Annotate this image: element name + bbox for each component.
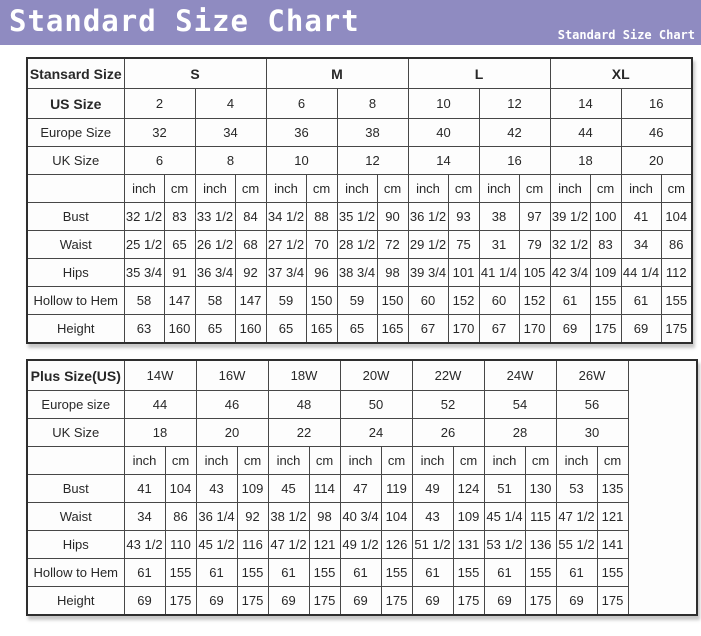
size-value: 48: [268, 391, 340, 419]
measurement-value-inch: 61: [196, 559, 237, 587]
measurement-value-cm: 104: [381, 503, 412, 531]
size-value: 12: [479, 89, 550, 119]
measurement-value-inch: 69: [196, 587, 237, 616]
unit-label-cm: cm: [309, 447, 340, 475]
measurement-value-inch: 65: [195, 315, 235, 344]
measurement-value-inch: 38 3/4: [337, 259, 377, 287]
unit-label-cm: cm: [448, 175, 479, 203]
measurement-value-cm: 175: [237, 587, 268, 616]
measurement-value-inch: 27 1/2: [266, 231, 306, 259]
measurement-value-inch: 61: [412, 559, 453, 587]
spacer-cell: [27, 447, 124, 475]
corner-label: Stansard Size: [27, 58, 124, 89]
measurement-value-cm: 126: [381, 531, 412, 559]
measurement-value-cm: 88: [306, 203, 337, 231]
size-value: 28: [484, 419, 556, 447]
measurement-value-inch: 61: [484, 559, 525, 587]
unit-label-cm: cm: [661, 175, 692, 203]
size-value: 2: [124, 89, 195, 119]
measurement-value-cm: 83: [164, 203, 195, 231]
measurement-value-cm: 155: [525, 559, 556, 587]
measurement-value-inch: 42 3/4: [550, 259, 590, 287]
measurement-value-inch: 35 3/4: [124, 259, 164, 287]
row-label: Europe Size: [27, 119, 124, 147]
measurement-value-cm: 121: [309, 531, 340, 559]
unit-label-inch: inch: [412, 447, 453, 475]
measurement-value-inch: 36 1/2: [408, 203, 448, 231]
measurement-value-cm: 155: [237, 559, 268, 587]
measurement-value-inch: 69: [340, 587, 381, 616]
unit-label-inch: inch: [195, 175, 235, 203]
measurement-value-cm: 160: [164, 315, 195, 344]
unit-label-inch: inch: [196, 447, 237, 475]
measurement-label: Height: [27, 315, 124, 344]
measurement-value-inch: 69: [484, 587, 525, 616]
measurement-value-cm: 86: [661, 231, 692, 259]
size-value: 54: [484, 391, 556, 419]
measurement-value-inch: 34: [124, 503, 165, 531]
measurement-value-inch: 61: [340, 559, 381, 587]
empty-cell: [628, 360, 697, 615]
measurement-value-cm: 155: [590, 287, 621, 315]
measurement-value-inch: 43 1/2: [124, 531, 165, 559]
size-value: 32: [124, 119, 195, 147]
measurement-value-inch: 39 3/4: [408, 259, 448, 287]
size-value: 20: [196, 419, 268, 447]
measurement-label: Height: [27, 587, 124, 616]
size-group-label: XL: [550, 58, 692, 89]
size-row-label: US Size: [27, 89, 124, 119]
unit-label-inch: inch: [621, 175, 661, 203]
measurement-value-inch: 38: [479, 203, 519, 231]
measurement-value-inch: 47 1/2: [268, 531, 309, 559]
measurement-value-cm: 150: [306, 287, 337, 315]
measurement-value-inch: 35 1/2: [337, 203, 377, 231]
measurement-value-inch: 45 1/2: [196, 531, 237, 559]
unit-label-cm: cm: [235, 175, 266, 203]
unit-label-cm: cm: [381, 447, 412, 475]
size-value: 22W: [412, 360, 484, 391]
unit-label-inch: inch: [124, 447, 165, 475]
measurement-value-cm: 83: [590, 231, 621, 259]
measurement-value-cm: 119: [381, 475, 412, 503]
page-subtitle: Standard Size Chart: [557, 28, 695, 42]
measurement-value-cm: 100: [590, 203, 621, 231]
corner-label: Plus Size(US): [27, 360, 124, 391]
measurement-value-cm: 92: [235, 259, 266, 287]
measurement-value-cm: 155: [309, 559, 340, 587]
measurement-value-inch: 69: [412, 587, 453, 616]
measurement-value-cm: 97: [519, 203, 550, 231]
measurement-value-cm: 79: [519, 231, 550, 259]
measurement-value-cm: 131: [453, 531, 484, 559]
measurement-value-cm: 109: [453, 503, 484, 531]
size-value: 10: [266, 147, 337, 175]
measurement-value-cm: 115: [525, 503, 556, 531]
measurement-value-cm: 104: [165, 475, 196, 503]
measurement-value-cm: 165: [377, 315, 408, 344]
measurement-value-cm: 75: [448, 231, 479, 259]
measurement-value-cm: 175: [381, 587, 412, 616]
size-group-label: S: [124, 58, 266, 89]
measurement-value-inch: 58: [195, 287, 235, 315]
measurement-value-cm: 150: [377, 287, 408, 315]
measurement-value-inch: 31: [479, 231, 519, 259]
size-value: 14: [550, 89, 621, 119]
standard-size-table: [26, 57, 693, 344]
size-value: 26W: [556, 360, 628, 391]
size-value: 52: [412, 391, 484, 419]
unit-label-inch: inch: [484, 447, 525, 475]
measurement-value-cm: 155: [381, 559, 412, 587]
size-value: 20: [621, 147, 692, 175]
measurement-value-cm: 175: [597, 587, 628, 616]
size-value: 30: [556, 419, 628, 447]
size-value: 16: [479, 147, 550, 175]
size-value: 22: [268, 419, 340, 447]
measurement-value-cm: 147: [235, 287, 266, 315]
size-value: 56: [556, 391, 628, 419]
size-value: 18: [124, 419, 196, 447]
measurement-value-cm: 105: [519, 259, 550, 287]
measurement-value-inch: 39 1/2: [550, 203, 590, 231]
measurement-value-cm: 155: [453, 559, 484, 587]
measurement-label: Hips: [27, 531, 124, 559]
size-group-label: M: [266, 58, 408, 89]
size-group-label: L: [408, 58, 550, 89]
unit-label-cm: cm: [597, 447, 628, 475]
measurement-value-cm: 170: [448, 315, 479, 344]
size-value: 20W: [340, 360, 412, 391]
measurement-value-cm: 155: [165, 559, 196, 587]
measurement-value-cm: 104: [661, 203, 692, 231]
unit-label-inch: inch: [268, 447, 309, 475]
measurement-value-cm: 121: [597, 503, 628, 531]
measurement-value-inch: 29 1/2: [408, 231, 448, 259]
unit-label-inch: inch: [556, 447, 597, 475]
unit-label-cm: cm: [306, 175, 337, 203]
measurement-value-inch: 65: [337, 315, 377, 344]
measurement-value-cm: 91: [164, 259, 195, 287]
measurement-value-inch: 59: [266, 287, 306, 315]
measurement-value-cm: 72: [377, 231, 408, 259]
measurement-value-cm: 92: [237, 503, 268, 531]
measurement-value-cm: 175: [309, 587, 340, 616]
measurement-value-inch: 25 1/2: [124, 231, 164, 259]
size-value: 16: [621, 89, 692, 119]
measurement-value-inch: 58: [124, 287, 164, 315]
size-value: 16W: [196, 360, 268, 391]
unit-label-cm: cm: [164, 175, 195, 203]
measurement-value-inch: 69: [556, 587, 597, 616]
size-value: 46: [621, 119, 692, 147]
measurement-value-cm: 109: [237, 475, 268, 503]
measurement-value-cm: 135: [597, 475, 628, 503]
measurement-value-inch: 69: [268, 587, 309, 616]
measurement-label: Waist: [27, 231, 124, 259]
measurement-value-inch: 53 1/2: [484, 531, 525, 559]
row-label: Europe size: [27, 391, 124, 419]
measurement-value-inch: 49: [412, 475, 453, 503]
measurement-value-inch: 60: [479, 287, 519, 315]
measurement-value-cm: 175: [590, 315, 621, 344]
measurement-value-cm: 175: [165, 587, 196, 616]
measurement-value-cm: 175: [453, 587, 484, 616]
measurement-value-inch: 65: [266, 315, 306, 344]
unit-label-cm: cm: [519, 175, 550, 203]
size-value: 40: [408, 119, 479, 147]
measurement-value-cm: 93: [448, 203, 479, 231]
measurement-value-cm: 86: [165, 503, 196, 531]
measurement-value-inch: 61: [268, 559, 309, 587]
size-value: 14W: [124, 360, 196, 391]
size-value: 24W: [484, 360, 556, 391]
measurement-value-cm: 160: [235, 315, 266, 344]
unit-label-cm: cm: [377, 175, 408, 203]
measurement-value-cm: 112: [661, 259, 692, 287]
measurement-value-cm: 109: [590, 259, 621, 287]
size-value: 18: [550, 147, 621, 175]
size-value: 14: [408, 147, 479, 175]
measurement-value-inch: 34 1/2: [266, 203, 306, 231]
measurement-value-inch: 51 1/2: [412, 531, 453, 559]
size-value: 38: [337, 119, 408, 147]
measurement-value-inch: 61: [550, 287, 590, 315]
measurement-value-cm: 98: [309, 503, 340, 531]
unit-label-cm: cm: [453, 447, 484, 475]
measurement-value-inch: 36 1/4: [196, 503, 237, 531]
measurement-value-cm: 130: [525, 475, 556, 503]
measurement-value-inch: 53: [556, 475, 597, 503]
measurement-value-cm: 114: [309, 475, 340, 503]
measurement-value-inch: 69: [621, 315, 661, 344]
measurement-value-cm: 155: [597, 559, 628, 587]
size-value: 6: [124, 147, 195, 175]
unit-label-inch: inch: [124, 175, 164, 203]
measurement-label: Bust: [27, 203, 124, 231]
unit-label-inch: inch: [408, 175, 448, 203]
measurement-value-cm: 70: [306, 231, 337, 259]
unit-label-inch: inch: [340, 447, 381, 475]
measurement-value-cm: 152: [448, 287, 479, 315]
measurement-value-inch: 38 1/2: [268, 503, 309, 531]
measurement-value-inch: 61: [556, 559, 597, 587]
measurement-value-cm: 84: [235, 203, 266, 231]
measurement-label: Waist: [27, 503, 124, 531]
measurement-value-cm: 141: [597, 531, 628, 559]
size-value: 50: [340, 391, 412, 419]
plus-size-table: [26, 359, 698, 616]
measurement-value-inch: 44 1/4: [621, 259, 661, 287]
measurement-value-inch: 33 1/2: [195, 203, 235, 231]
measurement-value-inch: 45: [268, 475, 309, 503]
measurement-label: Hollow to Hem: [27, 287, 124, 315]
measurement-value-inch: 45 1/4: [484, 503, 525, 531]
size-value: 34: [195, 119, 266, 147]
measurement-value-inch: 34: [621, 231, 661, 259]
measurement-value-inch: 61: [621, 287, 661, 315]
measurement-value-cm: 96: [306, 259, 337, 287]
measurement-value-inch: 59: [337, 287, 377, 315]
measurement-value-inch: 60: [408, 287, 448, 315]
size-value: 6: [266, 89, 337, 119]
measurement-value-inch: 28 1/2: [337, 231, 377, 259]
size-value: 8: [195, 147, 266, 175]
measurement-value-cm: 65: [164, 231, 195, 259]
size-value: 42: [479, 119, 550, 147]
unit-label-inch: inch: [479, 175, 519, 203]
measurement-value-inch: 61: [124, 559, 165, 587]
measurement-value-inch: 41: [621, 203, 661, 231]
size-value: 36: [266, 119, 337, 147]
header-bar: [0, 0, 701, 45]
measurement-value-cm: 110: [165, 531, 196, 559]
unit-label-cm: cm: [525, 447, 556, 475]
measurement-value-cm: 170: [519, 315, 550, 344]
unit-label-cm: cm: [237, 447, 268, 475]
size-value: 12: [337, 147, 408, 175]
measurement-label: Hips: [27, 259, 124, 287]
measurement-value-inch: 67: [479, 315, 519, 344]
size-value: 44: [124, 391, 196, 419]
unit-label-cm: cm: [590, 175, 621, 203]
unit-label-cm: cm: [165, 447, 196, 475]
measurement-value-inch: 47: [340, 475, 381, 503]
measurement-value-inch: 49 1/2: [340, 531, 381, 559]
size-value: 24: [340, 419, 412, 447]
measurement-value-cm: 124: [453, 475, 484, 503]
measurement-value-inch: 32 1/2: [124, 203, 164, 231]
measurement-value-inch: 26 1/2: [195, 231, 235, 259]
measurement-label: Bust: [27, 475, 124, 503]
row-label: UK Size: [27, 147, 124, 175]
measurement-value-cm: 101: [448, 259, 479, 287]
measurement-value-inch: 41: [124, 475, 165, 503]
measurement-value-inch: 47 1/2: [556, 503, 597, 531]
size-value: 26: [412, 419, 484, 447]
measurement-value-inch: 40 3/4: [340, 503, 381, 531]
measurement-value-inch: 55 1/2: [556, 531, 597, 559]
page-title: Standard Size Chart: [9, 4, 360, 38]
measurement-label: Hollow to Hem: [27, 559, 124, 587]
measurement-value-cm: 152: [519, 287, 550, 315]
measurement-value-inch: 67: [408, 315, 448, 344]
size-value: 18W: [268, 360, 340, 391]
measurement-value-cm: 116: [237, 531, 268, 559]
unit-label-inch: inch: [337, 175, 377, 203]
measurement-value-inch: 51: [484, 475, 525, 503]
measurement-value-inch: 37 3/4: [266, 259, 306, 287]
measurement-value-inch: 69: [550, 315, 590, 344]
row-label: UK Size: [27, 419, 124, 447]
measurement-value-inch: 32 1/2: [550, 231, 590, 259]
size-value: 8: [337, 89, 408, 119]
measurement-value-cm: 90: [377, 203, 408, 231]
measurement-value-cm: 68: [235, 231, 266, 259]
unit-label-inch: inch: [550, 175, 590, 203]
measurement-value-cm: 136: [525, 531, 556, 559]
measurement-value-inch: 43: [196, 475, 237, 503]
measurement-value-cm: 155: [661, 287, 692, 315]
size-value: 10: [408, 89, 479, 119]
unit-label-inch: inch: [266, 175, 306, 203]
measurement-value-inch: 41 1/4: [479, 259, 519, 287]
measurement-value-inch: 69: [124, 587, 165, 616]
size-value: 46: [196, 391, 268, 419]
measurement-value-cm: 147: [164, 287, 195, 315]
tables-container: [0, 45, 701, 616]
measurement-value-inch: 63: [124, 315, 164, 344]
measurement-value-cm: 175: [525, 587, 556, 616]
spacer-cell: [27, 175, 124, 203]
measurement-value-cm: 165: [306, 315, 337, 344]
size-value: 44: [550, 119, 621, 147]
measurement-value-inch: 36 3/4: [195, 259, 235, 287]
size-value: 4: [195, 89, 266, 119]
measurement-value-inch: 43: [412, 503, 453, 531]
measurement-value-cm: 98: [377, 259, 408, 287]
measurement-value-cm: 175: [661, 315, 692, 344]
